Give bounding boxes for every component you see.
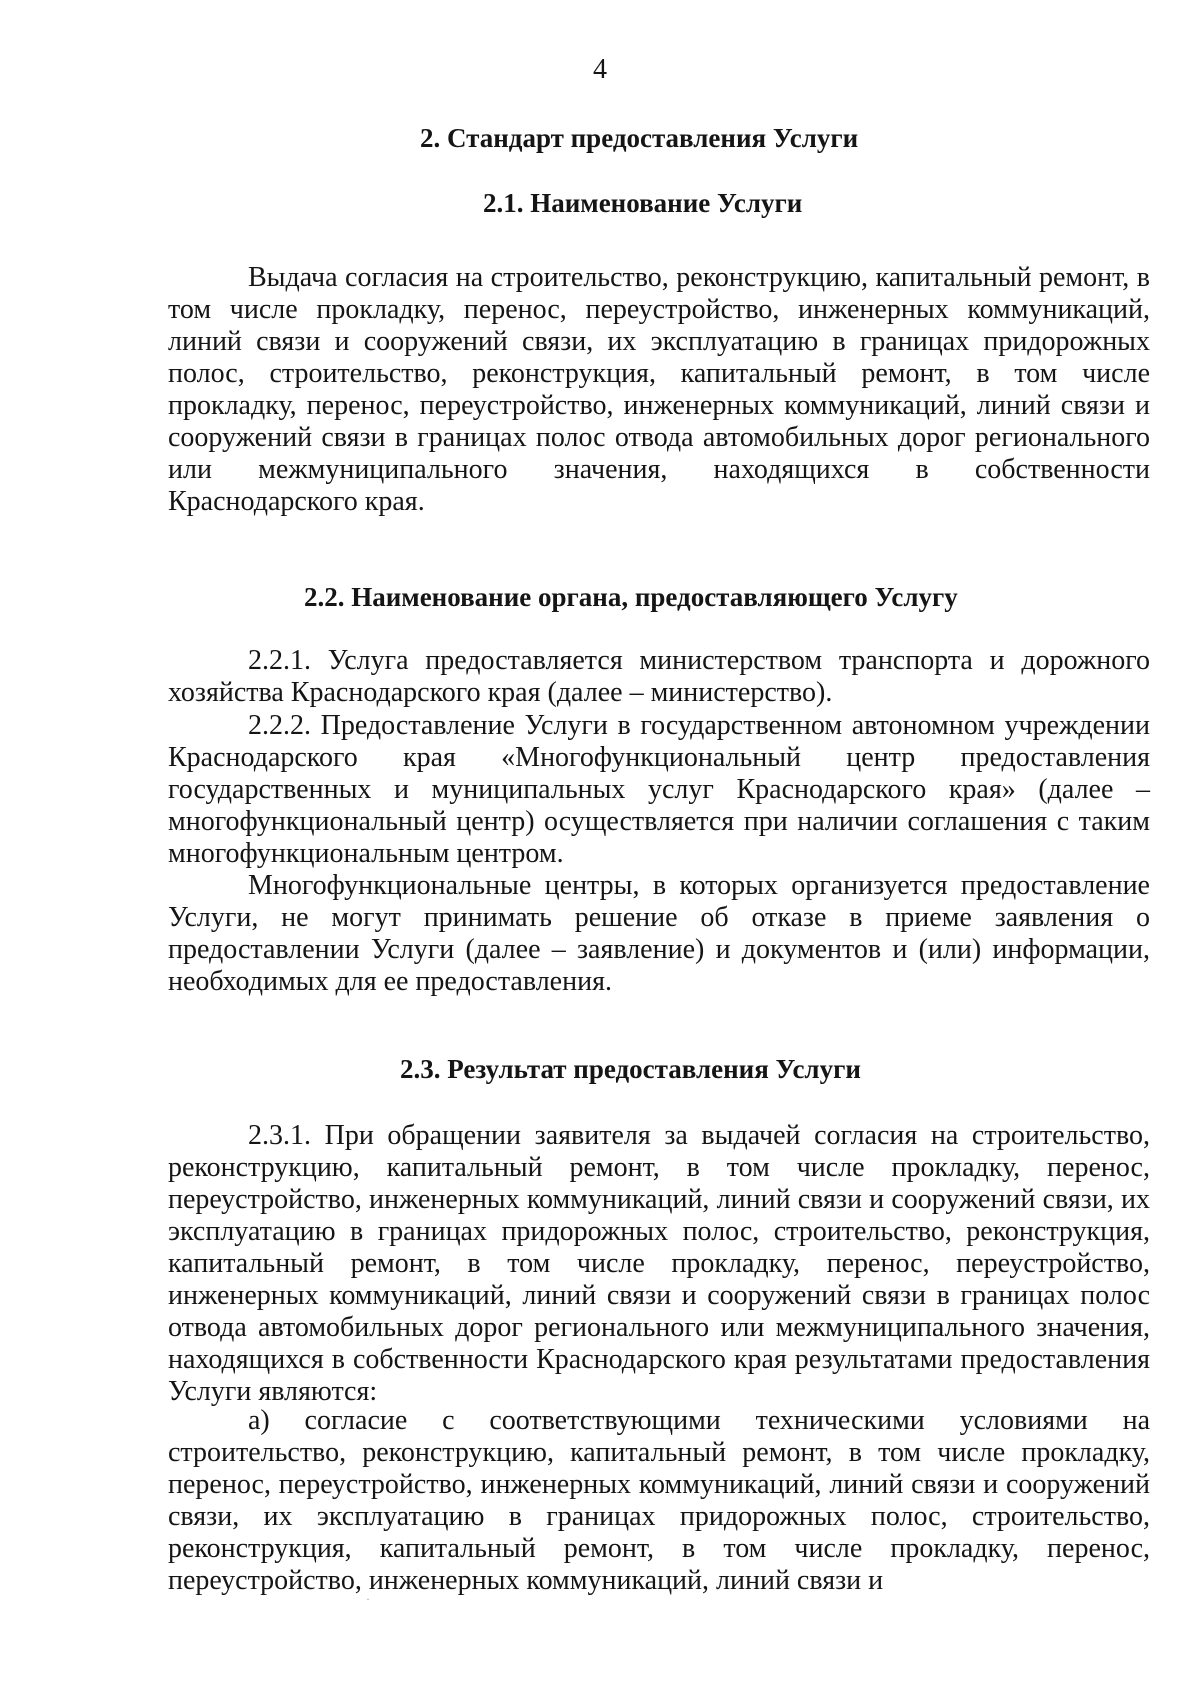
section-heading: 2. Стандарт предоставления Услуги	[420, 123, 859, 153]
subsection-2-1-paragraph: Выдача согласия на строительство, реконструкцию, капитальный ремонт, в том числе прокладку, перенос, переустройство, инженерных коммуникаций, линий связи и сооружений связи, их эксплуатацию в границах придорожных полос, строительство, реконструкция, капитальный ремонт, в том числе прокладку, перенос, переустройство, инженерных коммуникаций, линий связи и сооружений связи в границах полос отвода автомобильных дорог регионального или межмуниципального значения, находящихся в собственности Краснодарского края.	[168, 262, 1150, 517]
paragraph-a: а) согласие с соответствующими техническими условиями на строительство, реконструкцию, капитальный ремонт, в том числе прокладку, перенос, переустройство, инженерных коммуникаций, линий связи и сооружений связи, их эксплуатацию в границах придорожных полос, строительство, реконструкция, капитальный ремонт, в том числе прокладку, перенос, переустройство, инженерных коммуникаций, линий связи и	[168, 1405, 1150, 1596]
paragraph-mfc: Многофункциональные центры, в которых организуется предоставление Услуги, не могут принимать решение об отказе в приеме заявления о предоставлении Услуги (далее – заявление) и документов и (или) информации, необходимых для ее предоставления.	[168, 870, 1150, 997]
scan-speck: ·	[366, 1592, 370, 1606]
subsection-2-3-heading: 2.3. Результат предоставления Услуги	[400, 1054, 861, 1084]
paragraph-2-2-2: 2.2.2. Предоставление Услуги в государственном автономном учреждении Краснодарского края «Многофункциональный центр предоставления государственных и муниципальных услуг Краснодарского края» (далее – многофункциональный центр) осуществляется при наличии соглашения с таким многофункциональным центром.	[168, 710, 1150, 869]
page-number: 4	[593, 54, 607, 85]
paragraph-2-3-1: 2.3.1. При обращении заявителя за выдачей согласия на строительство, реконструкцию, капитальный ремонт, в том числе прокладку, перенос, переустройство, инженерных коммуникаций, линий связи и сооружений связи, их эксплуатацию в границах придорожных полос, строительство, реконструкция, капитальный ремонт, в том числе прокладку, перенос, переустройство, инженерных коммуникаций, линий связи и сооружений связи в границах полос отвода автомобильных дорог регионального или межмуниципального значения, находящихся в собственности Краснодарского края результатами предоставления Услуги являются:	[168, 1120, 1150, 1407]
subsection-2-1-heading: 2.1. Наименование Услуги	[483, 188, 803, 218]
paragraph-2-2-1: 2.2.1. Услуга предоставляется министерством транспорта и дорожного хозяйства Краснодарского края (далее – министерство).	[168, 645, 1150, 708]
subsection-2-2-heading: 2.2. Наименование органа, предоставляющего Услугу	[304, 582, 958, 612]
